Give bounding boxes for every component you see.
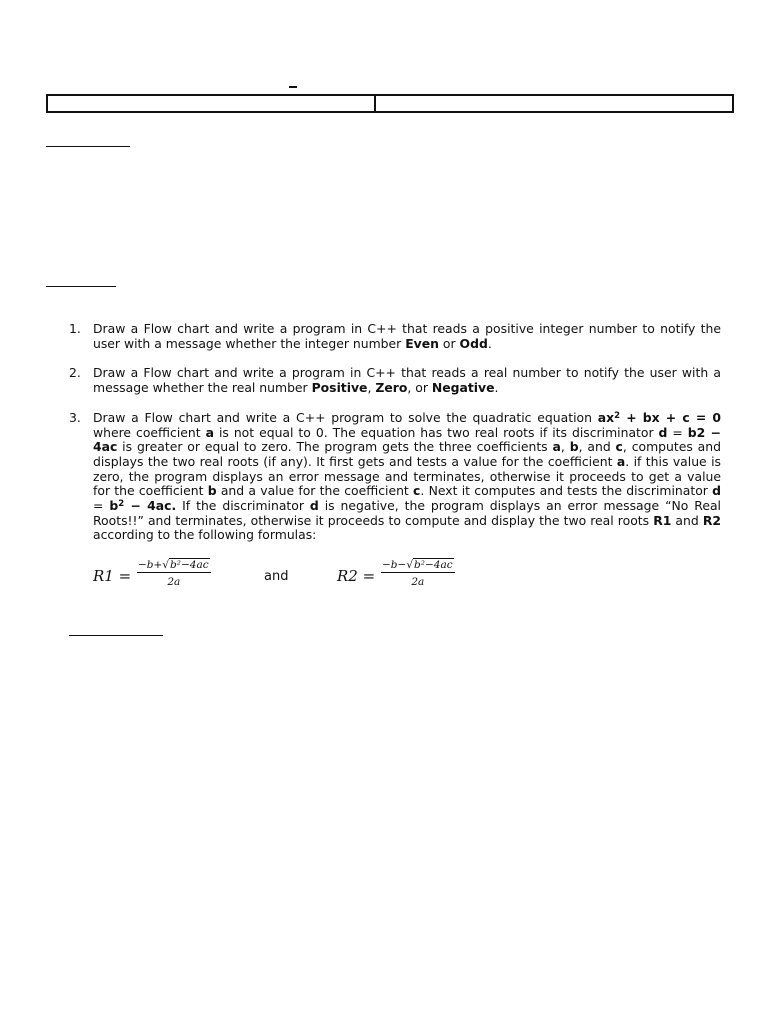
text-run: . if this value is zero, the program displays an error message and terminates, otherwise it proceeds to get a value for the coefficient (93, 453, 721, 499)
superscript: 2 (118, 499, 125, 510)
bold-term: c (413, 483, 421, 499)
bold-term: d (309, 498, 319, 514)
text-run: and a value for the coefficient (216, 483, 414, 499)
r1-fraction (137, 558, 211, 588)
bold-term: d (658, 424, 668, 440)
sqrt-radicand: b²−4ac (170, 559, 209, 571)
text-run: , (367, 380, 376, 396)
task-item (0, 411, 768, 543)
section-heading-underline-3 (69, 635, 163, 636)
bold-term: + bx + c = 0 (620, 409, 722, 425)
bold-term: Zero (375, 380, 408, 396)
task-item (0, 322, 768, 351)
text-run: is greater or equal to zero. The program gets the three coefficients (117, 439, 553, 455)
task-list (0, 322, 768, 543)
bold-term: − 4ac. (124, 498, 177, 514)
text-run: = (93, 498, 110, 514)
text-run: = (667, 424, 688, 440)
header-cell-left (48, 96, 376, 111)
text-run: is negative, the program displays an error message “No Real Roots!!” and terminates, otherwise it proceeds to compute and display the two real roots (93, 498, 721, 528)
text-run: , (560, 439, 570, 455)
r1-formula-label: R1 = (93, 567, 132, 585)
task-number: 1. (69, 321, 81, 336)
r2-numerator: −b−√b²−4ac (382, 559, 453, 571)
bold-term: Positive (311, 380, 368, 396)
text-run: , and (578, 439, 616, 455)
bold-term: c (615, 439, 623, 455)
bold-term: b (207, 483, 217, 499)
r2-fraction (381, 558, 455, 588)
task-number: 3. (69, 409, 81, 425)
task-text (93, 366, 721, 395)
section-heading-underline-1 (46, 146, 130, 147)
bold-term: b (109, 498, 119, 514)
r2-denominator: 2a (411, 576, 425, 588)
r1-numerator: −b+√b²−4ac (138, 559, 209, 571)
section-heading-underline-2 (46, 286, 116, 287)
bold-term: R2 (702, 512, 721, 528)
root-formulas (0, 558, 768, 598)
r2-formula-label: R2 = (337, 567, 376, 585)
sqrt-radicand: b²−4ac (414, 559, 453, 571)
text-run: according to the following formulas: (93, 527, 317, 543)
bold-term: ax (597, 409, 615, 425)
header-info-table (46, 94, 734, 113)
header-dash (289, 86, 297, 88)
task-text (93, 411, 721, 543)
text-run: . (494, 380, 499, 396)
r1-denominator: 2a (167, 576, 181, 588)
bold-term: a (205, 424, 214, 440)
header-cell-right (376, 96, 732, 111)
text-run: or (438, 335, 460, 351)
formula-conjunction: and (264, 569, 289, 584)
text-run: , or (407, 380, 432, 396)
text-run: . Next it computes and tests the discriminator (420, 483, 713, 499)
bold-term: a (616, 453, 626, 469)
text-run: . (487, 335, 492, 351)
task-text (93, 322, 721, 351)
text-run: and (671, 512, 703, 528)
bold-term: b2 − 4ac (93, 424, 721, 455)
text-run: where coefficient (93, 424, 206, 440)
bold-term: d (712, 483, 721, 499)
superscript: 2 (614, 410, 621, 421)
text-run: is not equal to 0. The equation has two real roots if its discriminator (213, 424, 659, 440)
bold-term: b (569, 439, 579, 455)
bold-term: Even (405, 335, 439, 351)
task-item (0, 366, 768, 395)
text-run: Draw a Flow chart and write a C++ program to solve the quadratic equation (93, 409, 598, 425)
task-number: 2. (69, 365, 81, 381)
text-run: Draw a Flow chart and write a program in C++ that reads a positive integer number to notify the user with a message whether the integer number (93, 321, 721, 351)
text-run: , computes and displays the two real roots (if any). It first gets and tests a value for the coefficient (93, 439, 721, 469)
text-run: If the discriminator (176, 498, 310, 514)
bold-term: R1 (653, 512, 672, 528)
bold-term: Negative (431, 380, 495, 396)
bold-term: a (552, 439, 561, 455)
bold-term: Odd (459, 335, 488, 351)
text-run: Draw a Flow chart and write a program in C++ that reads a real number to notify the user with a message whether the real number (93, 365, 721, 396)
